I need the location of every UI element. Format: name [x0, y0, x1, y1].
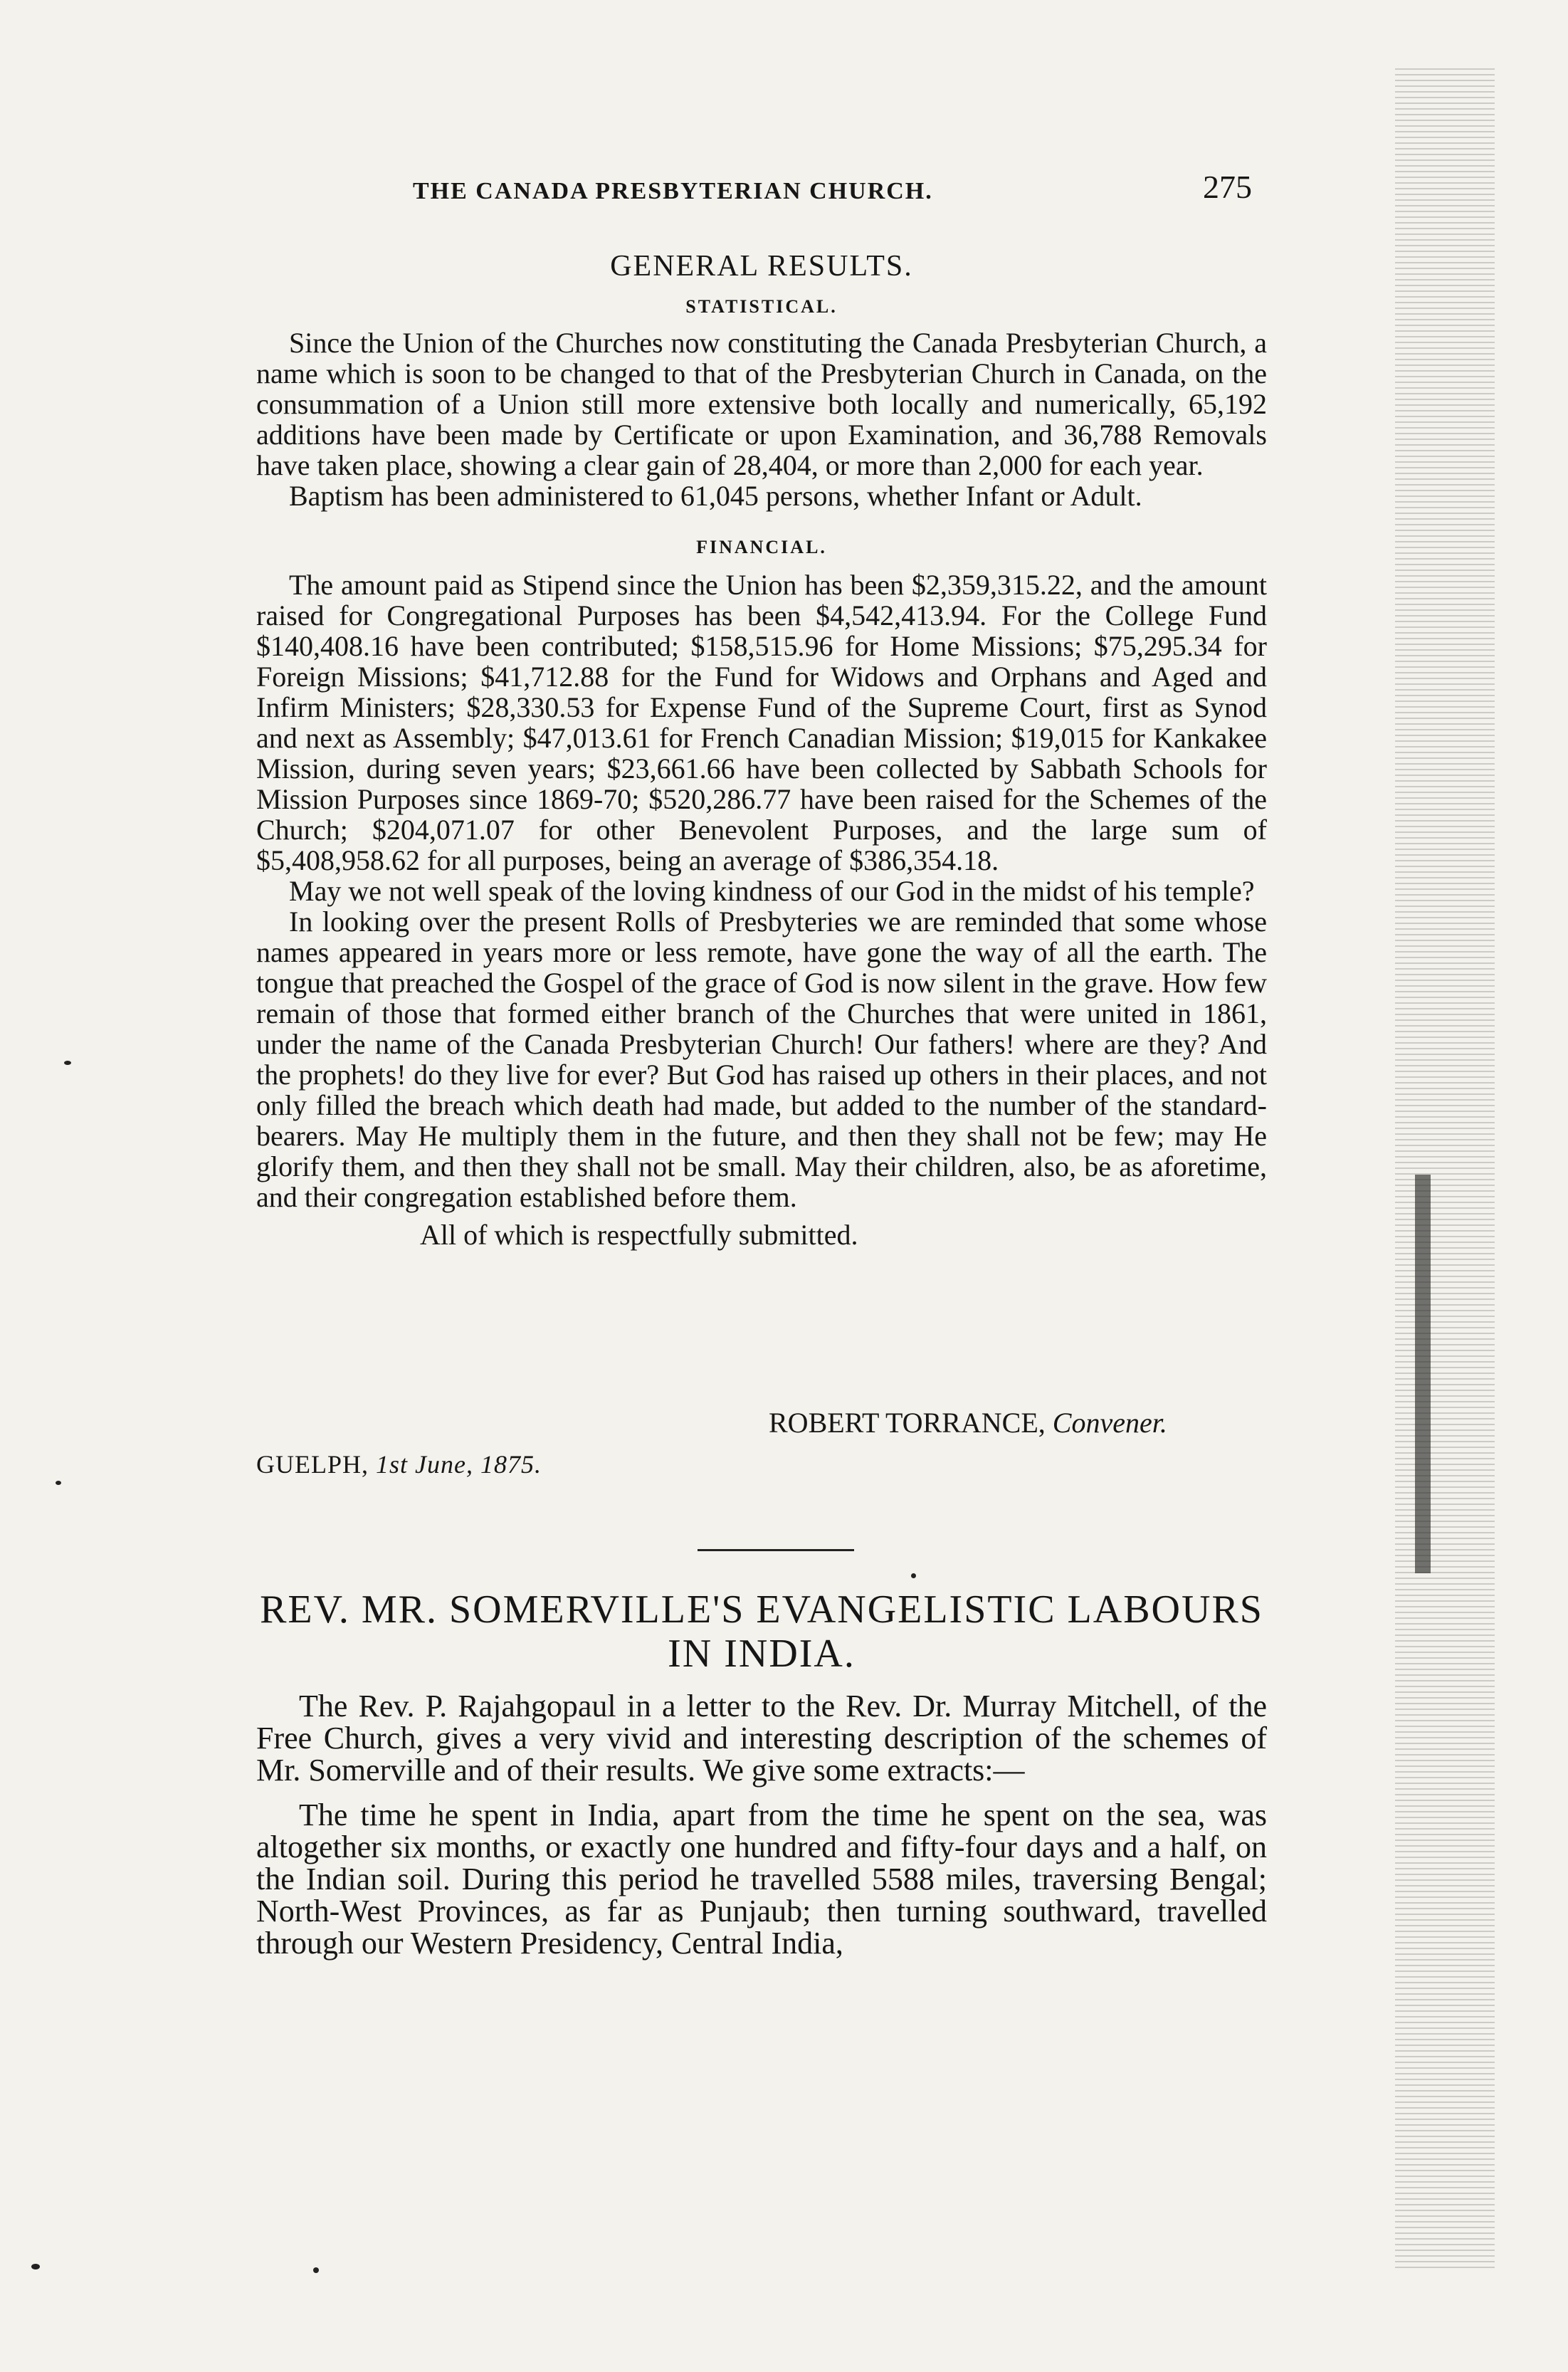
article-section	[256, 1588, 1267, 1959]
signatory-name: ROBERT TORRANCE,	[769, 1407, 1046, 1439]
scan-speck	[64, 1061, 71, 1065]
article-text	[256, 1690, 1267, 1959]
paragraph: Baptism has been administered to 61,045 persons, whether Infant or Adult.	[289, 480, 1142, 512]
paragraph: The amount paid as Stipend since the Union has been $2,359,315.22, and the amount raised for Congregational Purposes has been $4,542,413.94. For the College Fund $140,408.16 have been contributed; $158,515.96 for Home Missions; $75,295.34 for Foreign Missions; $41,712.88 for the Fund for Widows and Orphans and Aged and Infirm Ministers; $28,330.53 for Expense Fund of the Supreme Court, first as Synod and next as Assembly; $47,013.61 for French Canadian Mission; $19,015 for Kankakee Mission, during seven years; $23,661.66 have been collected by Sabbath Schools for Mission Purposes since 1869-70; $520,286.77 have been raised for the Schemes of the Church; $204,071.07 for other Benevolent Purposes, and the large sum of $5,408,958.62 for all purposes, being an average of $386,354.18.	[256, 569, 1267, 876]
paragraph: The Rev. P. Rajahgopaul in a letter to the Rev. Dr. Murray Mitchell, of the Free Church, gives a very vivid and interesting description of the schemes of Mr. Somerville and of their results. We give some extracts:—	[256, 1689, 1267, 1788]
scan-speck	[313, 2267, 319, 2273]
closing-line: All of which is respectfully submitted.	[420, 1219, 858, 1251]
place: GUELPH,	[256, 1450, 369, 1479]
scan-speck	[911, 1573, 916, 1578]
general-results-section	[256, 249, 1267, 1251]
scan-speck	[31, 2264, 40, 2269]
article-heading-line: IN INDIA.	[668, 1632, 856, 1676]
statistical-text	[256, 327, 1267, 511]
page-number: 275	[1203, 169, 1252, 205]
paragraph: In looking over the present Rolls of Presbyteries we are reminded that some whose names appeared in years more or less remote, have gone the way of all the earth. The tongue that preached the Gospel of the grace of God is now silent in the grave. How few remain of those that formed either branch of the Churches that were united in 1861, under the name of the Canada Presbyterian Church! Our fathers! where are they? And the prophets! do they live for ever? But God has raised up others in their places, and not only filled the breach which death had made, but added to the number of the standard-bearers. May He multiply them in the future, and then they shall not be few; may He glorify them, and then they shall not be small. May their children, also, be as aforetime, and their congregation established before them.	[256, 906, 1267, 1213]
signatory-title: Convener.	[1052, 1407, 1167, 1439]
date: 1st June, 1875.	[376, 1450, 542, 1479]
statistical-label: STATISTICAL.	[685, 296, 838, 317]
binding-gutter-strip	[1415, 1175, 1431, 1573]
paragraph: May we not well speak of the loving kindness of our God in the midst of his temple?	[289, 875, 1255, 907]
article-heading	[256, 1588, 1267, 1676]
scan-speck	[56, 1481, 61, 1485]
financial-text	[256, 570, 1267, 1212]
paragraph: Since the Union of the Churches now constituting the Canada Presbyterian Church, a name which is soon to be changed to that of the Presbyterian Church in Canada, on the consummation of a Union still more extensive both locally and numerically, 65,192 additions have been made by Certificate or upon Examination, and 36,788 Removals have taken place, showing a clear gain of 28,404, or more than 2,000 for each year.	[256, 327, 1267, 481]
article-heading-line: REV. MR. SOMERVILLE'S EVANGELISTIC LABOURS	[260, 1588, 1263, 1632]
signature-block	[256, 1406, 1267, 1479]
signatory	[256, 1406, 1267, 1439]
binding-gutter-noise	[1395, 64, 1495, 2271]
financial-label: FINANCIAL.	[696, 537, 827, 557]
general-results-heading: GENERAL RESULTS.	[610, 250, 913, 283]
section-divider	[698, 1549, 854, 1551]
running-head: THE CANADA PRESBYTERIAN CHURCH.	[413, 178, 933, 204]
place-date	[256, 1449, 1267, 1479]
paragraph: The time he spent in India, apart from the time he spent on the sea, was altogether six months, or exactly one hundred and fifty-four days and a half, on the Indian soil. During this period he travelled 5588 miles, traversing Bengal; North-West Provinces, as far as Punjaub; then turning southward, travelled through our Western Presidency, Central India,	[256, 1798, 1267, 1961]
